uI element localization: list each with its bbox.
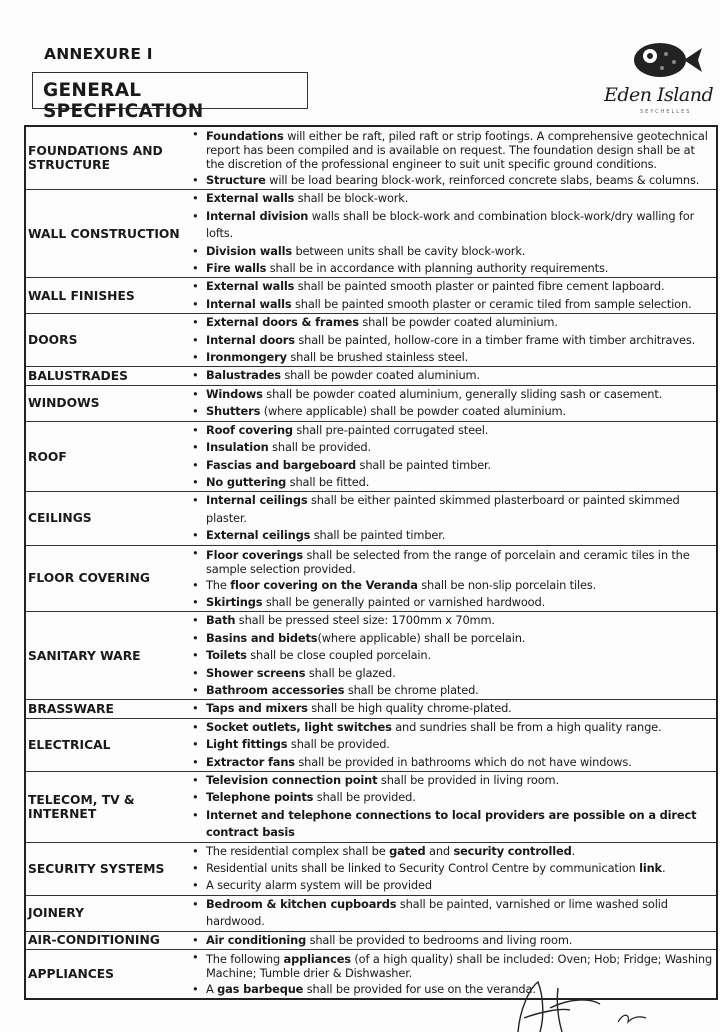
- spec-category: TELECOM, TV & INTERNET: [25, 772, 188, 843]
- spec-category: BRASSWARE: [25, 700, 188, 718]
- spec-item: [188, 190, 714, 207]
- spec-item-text: shall be brushed stainless steel.: [286, 350, 469, 365]
- spec-item-keyword: Extractor fans: [206, 754, 295, 769]
- spec-item-keyword: Toilets: [206, 648, 247, 663]
- spec-item-text: shall be fitted.: [286, 474, 370, 489]
- spec-item-text: shall be painted, hollow-core in a timber frame with timber architraves.: [294, 332, 696, 347]
- spec-item: [188, 612, 714, 629]
- spec-item-keyword: Television connection point: [206, 773, 378, 787]
- spec-item-text: shall be provided for use on the veranda.: [303, 982, 536, 997]
- spec-item: [188, 127, 714, 172]
- spec-item: [188, 700, 714, 717]
- spec-item: [188, 932, 714, 949]
- spec-item-text: shall be provided in living room.: [377, 773, 559, 787]
- spec-row: [25, 718, 717, 771]
- spec-item-keyword: Foundations: [206, 129, 284, 143]
- spec-item-text: shall be painted smooth plaster or painted fibre cement lapboard.: [294, 279, 665, 294]
- spec-item-keyword: gas barbeque: [217, 982, 304, 997]
- spec-item-text: shall be powder coated aluminium.: [358, 315, 558, 330]
- spec-item-keyword: Internal division: [206, 208, 309, 223]
- spec-item-keyword: Windows: [206, 386, 263, 401]
- spec-item-text: shall be close coupled porcelain.: [246, 648, 431, 663]
- spec-item: [188, 807, 714, 842]
- spec-item-text: shall be painted timber.: [356, 457, 492, 472]
- spec-item: [188, 474, 714, 491]
- spec-item-keyword: Bathroom accessories: [206, 682, 345, 697]
- spec-item: [188, 278, 714, 295]
- spec-item-text: shall be painted timber.: [310, 528, 446, 543]
- spec-details: [188, 367, 717, 385]
- spec-category: JOINERY: [25, 895, 188, 931]
- spec-item: [188, 719, 714, 736]
- spec-item: [188, 314, 714, 331]
- spec-item: [188, 577, 714, 594]
- page-title: GENERAL SPECIFICATION: [43, 80, 204, 122]
- spec-item-keyword: Skirtings: [206, 594, 263, 609]
- spec-item: [188, 208, 714, 243]
- fish-logo-icon: [598, 38, 718, 118]
- spec-item-text: shall be non-slip porcelain tiles.: [417, 577, 597, 592]
- spec-item: [188, 367, 714, 384]
- spec-item: [188, 682, 714, 699]
- specification-table: [24, 125, 718, 1000]
- spec-item-keyword: External walls: [206, 191, 295, 206]
- spec-item-text: will be load bearing block-work, reinforced concrete slabs, beams & columns.: [265, 173, 700, 187]
- logo-subtitle: SEYCHELLES: [640, 109, 692, 115]
- spec-item: [188, 647, 714, 664]
- spec-item-text: shall be powder coated aluminium.: [280, 368, 480, 383]
- spec-item-keyword: appliances: [283, 952, 351, 967]
- spec-row: [25, 190, 717, 278]
- spec-item: [188, 843, 714, 860]
- spec-category: FLOOR COVERING: [25, 545, 188, 612]
- spec-item-text: The residential complex shall be: [206, 843, 390, 858]
- spec-item: [188, 665, 714, 682]
- spec-item-text: The following: [206, 952, 284, 967]
- spec-details: [188, 314, 717, 367]
- spec-details: [188, 842, 717, 895]
- spec-category: SANITARY WARE: [25, 612, 188, 700]
- spec-row: [25, 612, 717, 700]
- spec-category: WALL CONSTRUCTION: [25, 190, 188, 278]
- spec-details: [188, 492, 717, 545]
- spec-item: [188, 260, 714, 277]
- spec-item-keyword: Bedroom & kitchen cupboards: [206, 896, 397, 911]
- spec-item-text: shall be glazed.: [305, 665, 396, 680]
- spec-item-text: shall be in accordance with planning authority requirements.: [266, 261, 609, 276]
- spec-item-text: shall be pressed steel size: 1700mm x 70mm.: [235, 613, 495, 628]
- spec-details: [188, 190, 717, 278]
- spec-item-text: A security alarm system will be provided: [206, 878, 432, 893]
- spec-item-keyword: Roof covering: [206, 422, 293, 437]
- spec-item-keyword: Taps and mixers: [206, 701, 308, 716]
- spec-item-keyword: gated: [389, 843, 426, 858]
- spec-item: [188, 546, 714, 577]
- spec-row: [25, 367, 717, 385]
- spec-item-text: shall be provided.: [313, 790, 416, 805]
- spec-item: [188, 296, 714, 313]
- spec-item-keyword: External walls: [206, 279, 295, 294]
- spec-item-keyword: Balustrades: [206, 368, 281, 383]
- spec-item-keyword: Internal ceilings: [206, 493, 308, 508]
- spec-item: [188, 896, 714, 931]
- spec-row: [25, 931, 717, 949]
- spec-details: [188, 895, 717, 931]
- spec-item-text: walls shall be block-work and combination block-work/dry walling for lofts.: [206, 208, 695, 241]
- spec-item-text: and: [425, 843, 454, 858]
- spec-details: [188, 421, 717, 492]
- spec-item-keyword: Ironmongery: [206, 350, 287, 365]
- spec-item-text: shall be painted smooth plaster or ceramic tiled from sample selection.: [291, 296, 692, 311]
- spec-category: ELECTRICAL: [25, 718, 188, 771]
- spec-item-text: shall be provided.: [268, 440, 371, 455]
- spec-row: [25, 314, 717, 367]
- spec-item-keyword: Socket outlets, light switches: [206, 719, 392, 734]
- spec-item-keyword: Light fittings: [206, 737, 288, 752]
- spec-item: [188, 860, 714, 877]
- spec-item-text: will either be raft, piled raft or strip footings. A comprehensive geotechnical report has been compiled and is available on request. The foundation design shall be at the discretion of the professional engineer to suit unit specific ground conditions.: [206, 129, 708, 171]
- spec-item-text: The: [206, 577, 231, 592]
- spec-details: [188, 772, 717, 843]
- spec-row: [25, 385, 717, 421]
- spec-item-text: (where applicable) shall be porcelain.: [317, 630, 526, 645]
- spec-item-keyword: Insulation: [206, 440, 269, 455]
- spec-item-text: shall be either painted skimmed plasterboard or painted skimmed plaster.: [206, 493, 680, 525]
- spec-item-keyword: No guttering: [206, 474, 287, 489]
- spec-item-text: .: [571, 843, 576, 858]
- spec-item: [188, 332, 714, 349]
- spec-details: [188, 126, 717, 190]
- spec-item-keyword: Structure: [206, 173, 266, 187]
- spec-item: [188, 172, 714, 189]
- spec-item: [188, 349, 714, 366]
- spec-item-text: and sundries shall be from a high quality range.: [391, 719, 662, 734]
- spec-item-keyword: Division walls: [206, 243, 292, 258]
- spec-item: [188, 630, 714, 647]
- spec-item-keyword: Shower screens: [206, 665, 306, 680]
- spec-item-text: (where applicable) shall be powder coated aluminium.: [260, 404, 566, 419]
- spec-item-text: .: [662, 861, 666, 876]
- spec-details: [188, 931, 717, 949]
- spec-item: [188, 457, 714, 474]
- spec-item-keyword: External doors & frames: [206, 315, 359, 330]
- spec-item-keyword: Fire walls: [206, 261, 267, 276]
- spec-item-text: shall pre-painted corrugated steel.: [292, 422, 489, 437]
- spec-item-text: (of a high quality) shall be included: Oven; Hob; Fridge; Washing Machine; Tumble drier & Dishwasher.: [206, 952, 713, 981]
- spec-category: WINDOWS: [25, 385, 188, 421]
- spec-item-keyword: security controlled: [453, 843, 572, 858]
- spec-item: [188, 386, 714, 403]
- spec-row: [25, 772, 717, 843]
- spec-category: ROOF: [25, 421, 188, 492]
- spec-row: [25, 700, 717, 718]
- spec-item-text: shall be provided to bedrooms and living room.: [306, 932, 573, 947]
- spec-category: CEILINGS: [25, 492, 188, 545]
- spec-item: [188, 422, 714, 439]
- spec-item-text: shall be high quality chrome-plated.: [307, 701, 512, 716]
- spec-details: [188, 700, 717, 718]
- spec-item: [188, 772, 714, 789]
- spec-item-text: shall be painted, varnished or lime washed solid hardwood.: [206, 896, 668, 929]
- spec-item-keyword: Shutters: [206, 404, 261, 419]
- spec-item: [188, 594, 714, 611]
- spec-item: [188, 527, 714, 544]
- spec-item-text: A: [206, 982, 218, 997]
- spec-category: AIR-CONDITIONING: [25, 931, 188, 949]
- annexure-heading: ANNEXURE I: [44, 45, 153, 63]
- signature-icon: [500, 968, 700, 1032]
- spec-category: WALL FINISHES: [25, 278, 188, 314]
- spec-item-text: shall be chrome plated.: [344, 682, 479, 697]
- spec-row: [25, 545, 717, 612]
- spec-item: [188, 403, 714, 420]
- spec-item-keyword: Internet and telephone connections to local providers are possible on a direct contract basis: [206, 807, 697, 840]
- spec-item-text: Residential units shall be linked to Security Control Centre by communication: [206, 861, 640, 876]
- spec-category: APPLIANCES: [25, 950, 188, 1000]
- logo-name: Eden Island: [604, 84, 714, 106]
- spec-item: [188, 754, 714, 771]
- spec-item-text: shall be provided.: [287, 737, 390, 752]
- spec-row: [25, 492, 717, 545]
- spec-category: BALUSTRADES: [25, 367, 188, 385]
- spec-row: [25, 126, 717, 190]
- spec-row: [25, 421, 717, 492]
- spec-item-text: between units shall be cavity block-work.: [291, 243, 526, 258]
- spec-item-keyword: Internal doors: [206, 332, 295, 347]
- spec-item-text: shall be selected from the range of porcelain and ceramic tiles in the sample selection provided.: [206, 547, 690, 576]
- spec-item: [188, 243, 714, 260]
- spec-item-keyword: Floor coverings: [206, 547, 303, 562]
- spec-item-keyword: Bath: [206, 613, 236, 628]
- spec-item: [188, 789, 714, 806]
- spec-details: [188, 278, 717, 314]
- spec-item-keyword: Basins and bidets: [206, 630, 318, 645]
- spec-item-keyword: Telephone points: [206, 790, 314, 805]
- spec-details: [188, 718, 717, 771]
- spec-row: [25, 278, 717, 314]
- spec-item-keyword: Air conditioning: [206, 932, 307, 947]
- spec-details: [188, 385, 717, 421]
- spec-item-keyword: Fascias and bargeboard: [206, 457, 357, 472]
- spec-item-text: shall be provided in bathrooms which do not have windows.: [294, 754, 632, 769]
- spec-item-keyword: floor covering on the Veranda: [230, 577, 418, 592]
- spec-row: [25, 842, 717, 895]
- spec-item-keyword: Internal walls: [206, 296, 292, 311]
- spec-item-text: shall be block-work.: [294, 191, 409, 206]
- spec-item-keyword: External ceilings: [206, 528, 311, 543]
- spec-item: [188, 736, 714, 753]
- spec-category: DOORS: [25, 314, 188, 367]
- spec-details: [188, 612, 717, 700]
- spec-category: FOUNDATIONS AND STRUCTURE: [25, 126, 188, 190]
- spec-row: [25, 895, 717, 931]
- title-box: [32, 72, 308, 122]
- spec-category: SECURITY SYSTEMS: [25, 842, 188, 895]
- spec-item: [188, 492, 714, 527]
- spec-item: [188, 439, 714, 456]
- spec-item-text: shall be powder coated aluminium, generally sliding sash or casement.: [262, 386, 663, 401]
- spec-item-keyword: link: [639, 861, 662, 876]
- spec-item: [188, 877, 714, 894]
- spec-item-text: shall be generally painted or varnished hardwood.: [262, 594, 546, 609]
- spec-details: [188, 545, 717, 612]
